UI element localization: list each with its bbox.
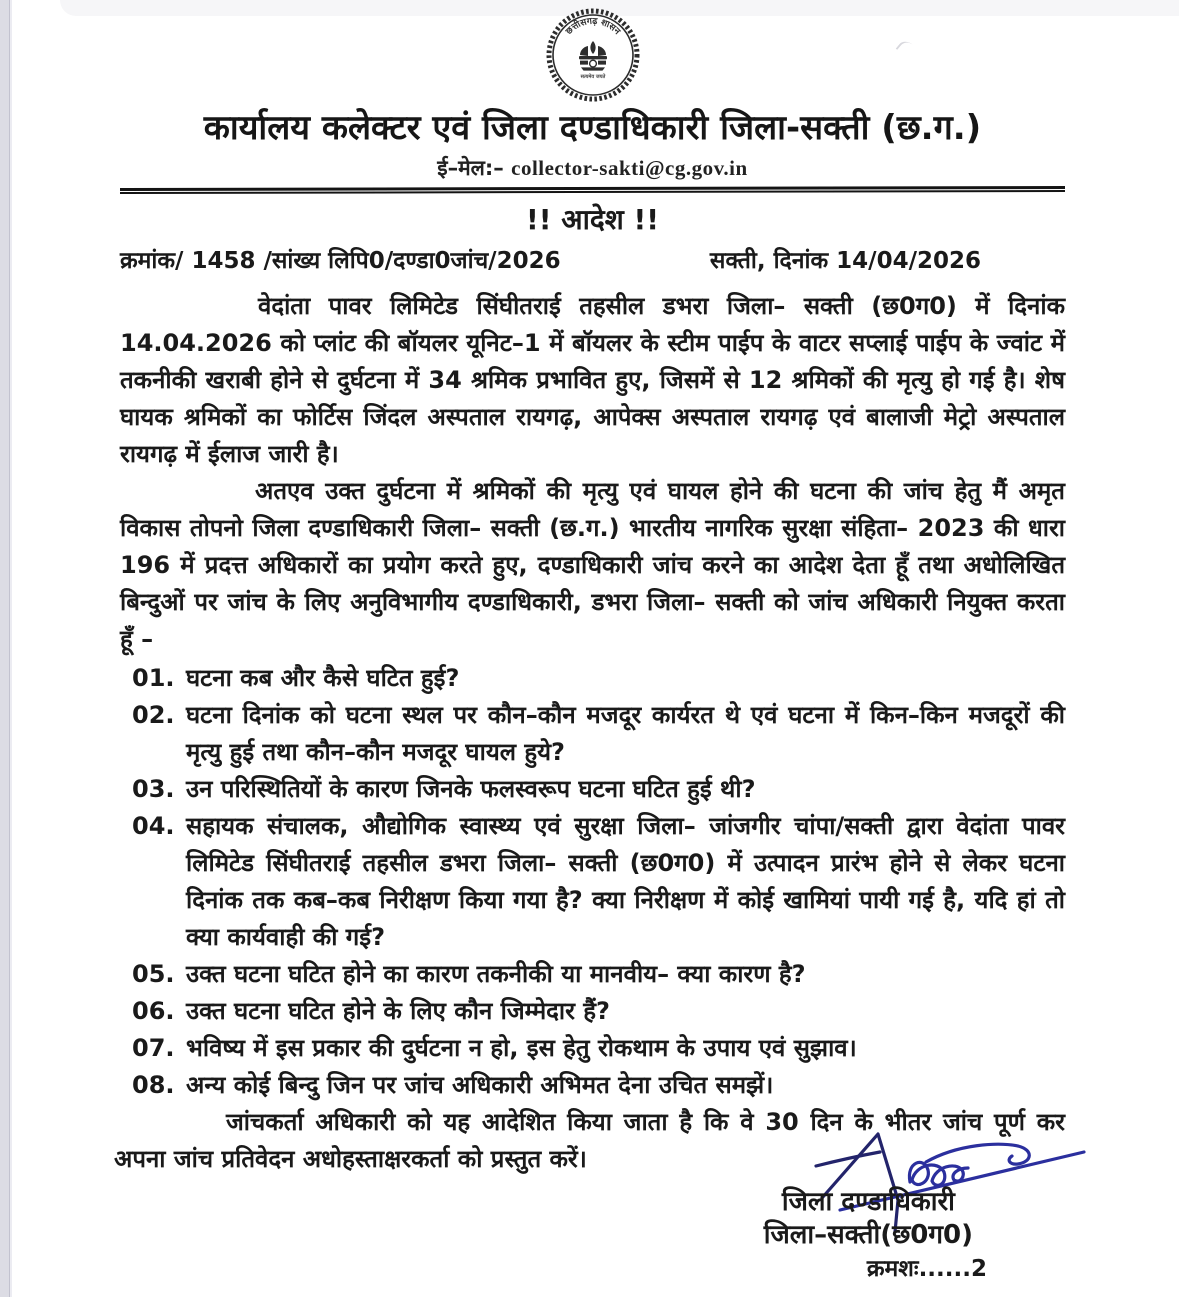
item-number: 03. <box>132 775 175 803</box>
place-and-date: सक्ती, दिनांक 14/04/2026 <box>709 248 981 274</box>
scan-edge-strip <box>0 0 10 1297</box>
email-label: ई–मेल:– <box>437 156 504 180</box>
designation-line2: जिला–सक्ती(छ0ग0) <box>763 1220 973 1250</box>
emblem-area <box>120 6 1065 104</box>
scan-edge-line <box>10 0 12 1297</box>
item-text: भविष्य में इस प्रकार की दुर्घटना न हो, इस हेतु रोकथाम के उपाय एवं सुझाव। <box>186 1034 857 1062</box>
item-text: सहायक संचालक, औद्योगिक स्वास्थ्य एवं सुरक्षा जिला– जांजगीर चांपा/सक्ती द्वारा वेदांता पावर लिमिटेड सिंघीतराई तहसील डभरा जिला– सक्ती (छ0ग0) में उत्पादन प्रारंभ होने से लेकर घटना दिनांक तक कब–कब निरीक्षण किया गया है? क्या निरीक्षण में कोई खामियां पायी गई है, यदि हां तो क्या कार्यवाही की गई? <box>186 812 1065 951</box>
paragraph-incident: वेदांता पावर लिमिटेड सिंघीतराई तहसील डभरा जिला– सक्ती (छ0ग0) में दिनांक 14.04.2026 को प्लांट की बॉयलर यूनिट–1 में बॉयलर के स्टीम पाईप के वाटर सप्लाई पाईप के ज्वांट में तकनीकी खराबी होने से दुर्घटना में 34 श्रमिक प्रभावित हुए, जिसमें से 12 श्रमिकों की मृत्यु हो गई है। शेष घायक श्रमिकों का फोर्टिस जिंदल अस्पताल रायगढ़, आपेक्स अस्पताल रायगढ़ एवं बालाजी मेट्रो अस्पताल रायगढ़ में ईलाज जारी है। <box>120 292 1065 468</box>
inquiry-points-list <box>120 660 1065 1104</box>
item-text: उन परिस्थितियों के कारण जिनके फलस्वरूप घटना घटित हुई थी? <box>186 775 756 803</box>
svg-text:छत्तीसगढ़ शासन: छत्तीसगढ़ शासन <box>563 16 622 37</box>
item-text: उक्त घटना घटित होने के लिए कौन जिम्मेदार हैं? <box>186 997 610 1025</box>
header-divider <box>120 187 1065 194</box>
list-item <box>120 808 1065 956</box>
signatory-designation <box>764 1186 973 1252</box>
list-item <box>120 1067 1065 1104</box>
designation-line1: जिला दण्डाधिकारी <box>781 1187 955 1217</box>
item-text: अन्य कोई बिन्दु जिन पर जांच अधिकारी अभिमत देना उचित समझें। <box>186 1071 774 1099</box>
item-number: 02. <box>132 701 175 729</box>
item-number: 01. <box>132 664 175 692</box>
list-item <box>120 697 1065 771</box>
reference-row <box>120 246 1065 276</box>
email-address: collector-sakti@cg.gov.in <box>511 156 748 180</box>
svg-text:सत्यमेव जयते: सत्यमेव जयते <box>580 74 605 80</box>
chhattisgarh-government-seal-icon <box>541 6 645 104</box>
item-number: 08. <box>132 1071 175 1099</box>
reference-number: क्रमांक/ 1458 /सांख्य लिपि0/दण्डा0जांच/2026 <box>120 248 561 274</box>
list-item <box>120 956 1065 993</box>
closing-paragraph: जांचकर्ता अधिकारी को यह आदेशित किया जाता है कि वे 30 दिन के भीतर जांच पूर्ण कर अपना जांच प्रतिवेदन अधोहस्ताक्षरकर्ता को प्रस्तुत करें। <box>114 1108 1065 1173</box>
item-text: घटना कब और कैसे घटित हुई? <box>186 664 460 692</box>
item-number: 05. <box>132 960 175 988</box>
item-number: 04. <box>132 812 175 840</box>
order-heading: !! आदेश !! <box>525 203 660 236</box>
item-number: 06. <box>132 997 175 1025</box>
paragraph-order: अतएव उक्त दुर्घटना में श्रमिकों की मृत्यु एवं घायल होने की घटना की जांच हेतु मैं अमृत विकास तोपनो जिला दण्डाधिकारी जिला– सक्ती (छ.ग.) भारतीय नागरिक सुरक्षा संहिता– 2023 की धारा 196 में प्रदत्त अधिकारों का प्रयोग करते हुए, दण्डाधिकारी जांच करने का आदेश देता हूँ तथा अधोलिखित बिन्दुओं पर जांच के लिए अनुविभागीय दण्डाधिकारी, डभरा जिला– सक्ती को जांच अधिकारी नियुक्त करता हूँ – <box>120 477 1065 653</box>
list-item <box>120 771 1065 808</box>
item-number: 07. <box>132 1034 175 1062</box>
email-line <box>120 154 1065 182</box>
list-item <box>120 1030 1065 1067</box>
item-text: उक्त घटना घटित होने का कारण तकनीकी या मानवीय– क्या कारण है? <box>186 960 806 988</box>
list-item <box>120 660 1065 697</box>
item-text: घटना दिनांक को घटना स्थल पर कौन–कौन मजदूर कार्यरत थे एवं घटना में किन–किन मजदूरों की मृत्यु हुई तथा कौन–कौन मजदूर घायल हुये? <box>186 701 1065 766</box>
continuation-marker: क्रमशः......2 <box>866 1256 987 1282</box>
office-title: कार्यालय कलेक्टर एवं जिला दण्डाधिकारी जिला-सक्ती (छ.ग.) <box>203 108 982 148</box>
list-item <box>120 993 1065 1030</box>
